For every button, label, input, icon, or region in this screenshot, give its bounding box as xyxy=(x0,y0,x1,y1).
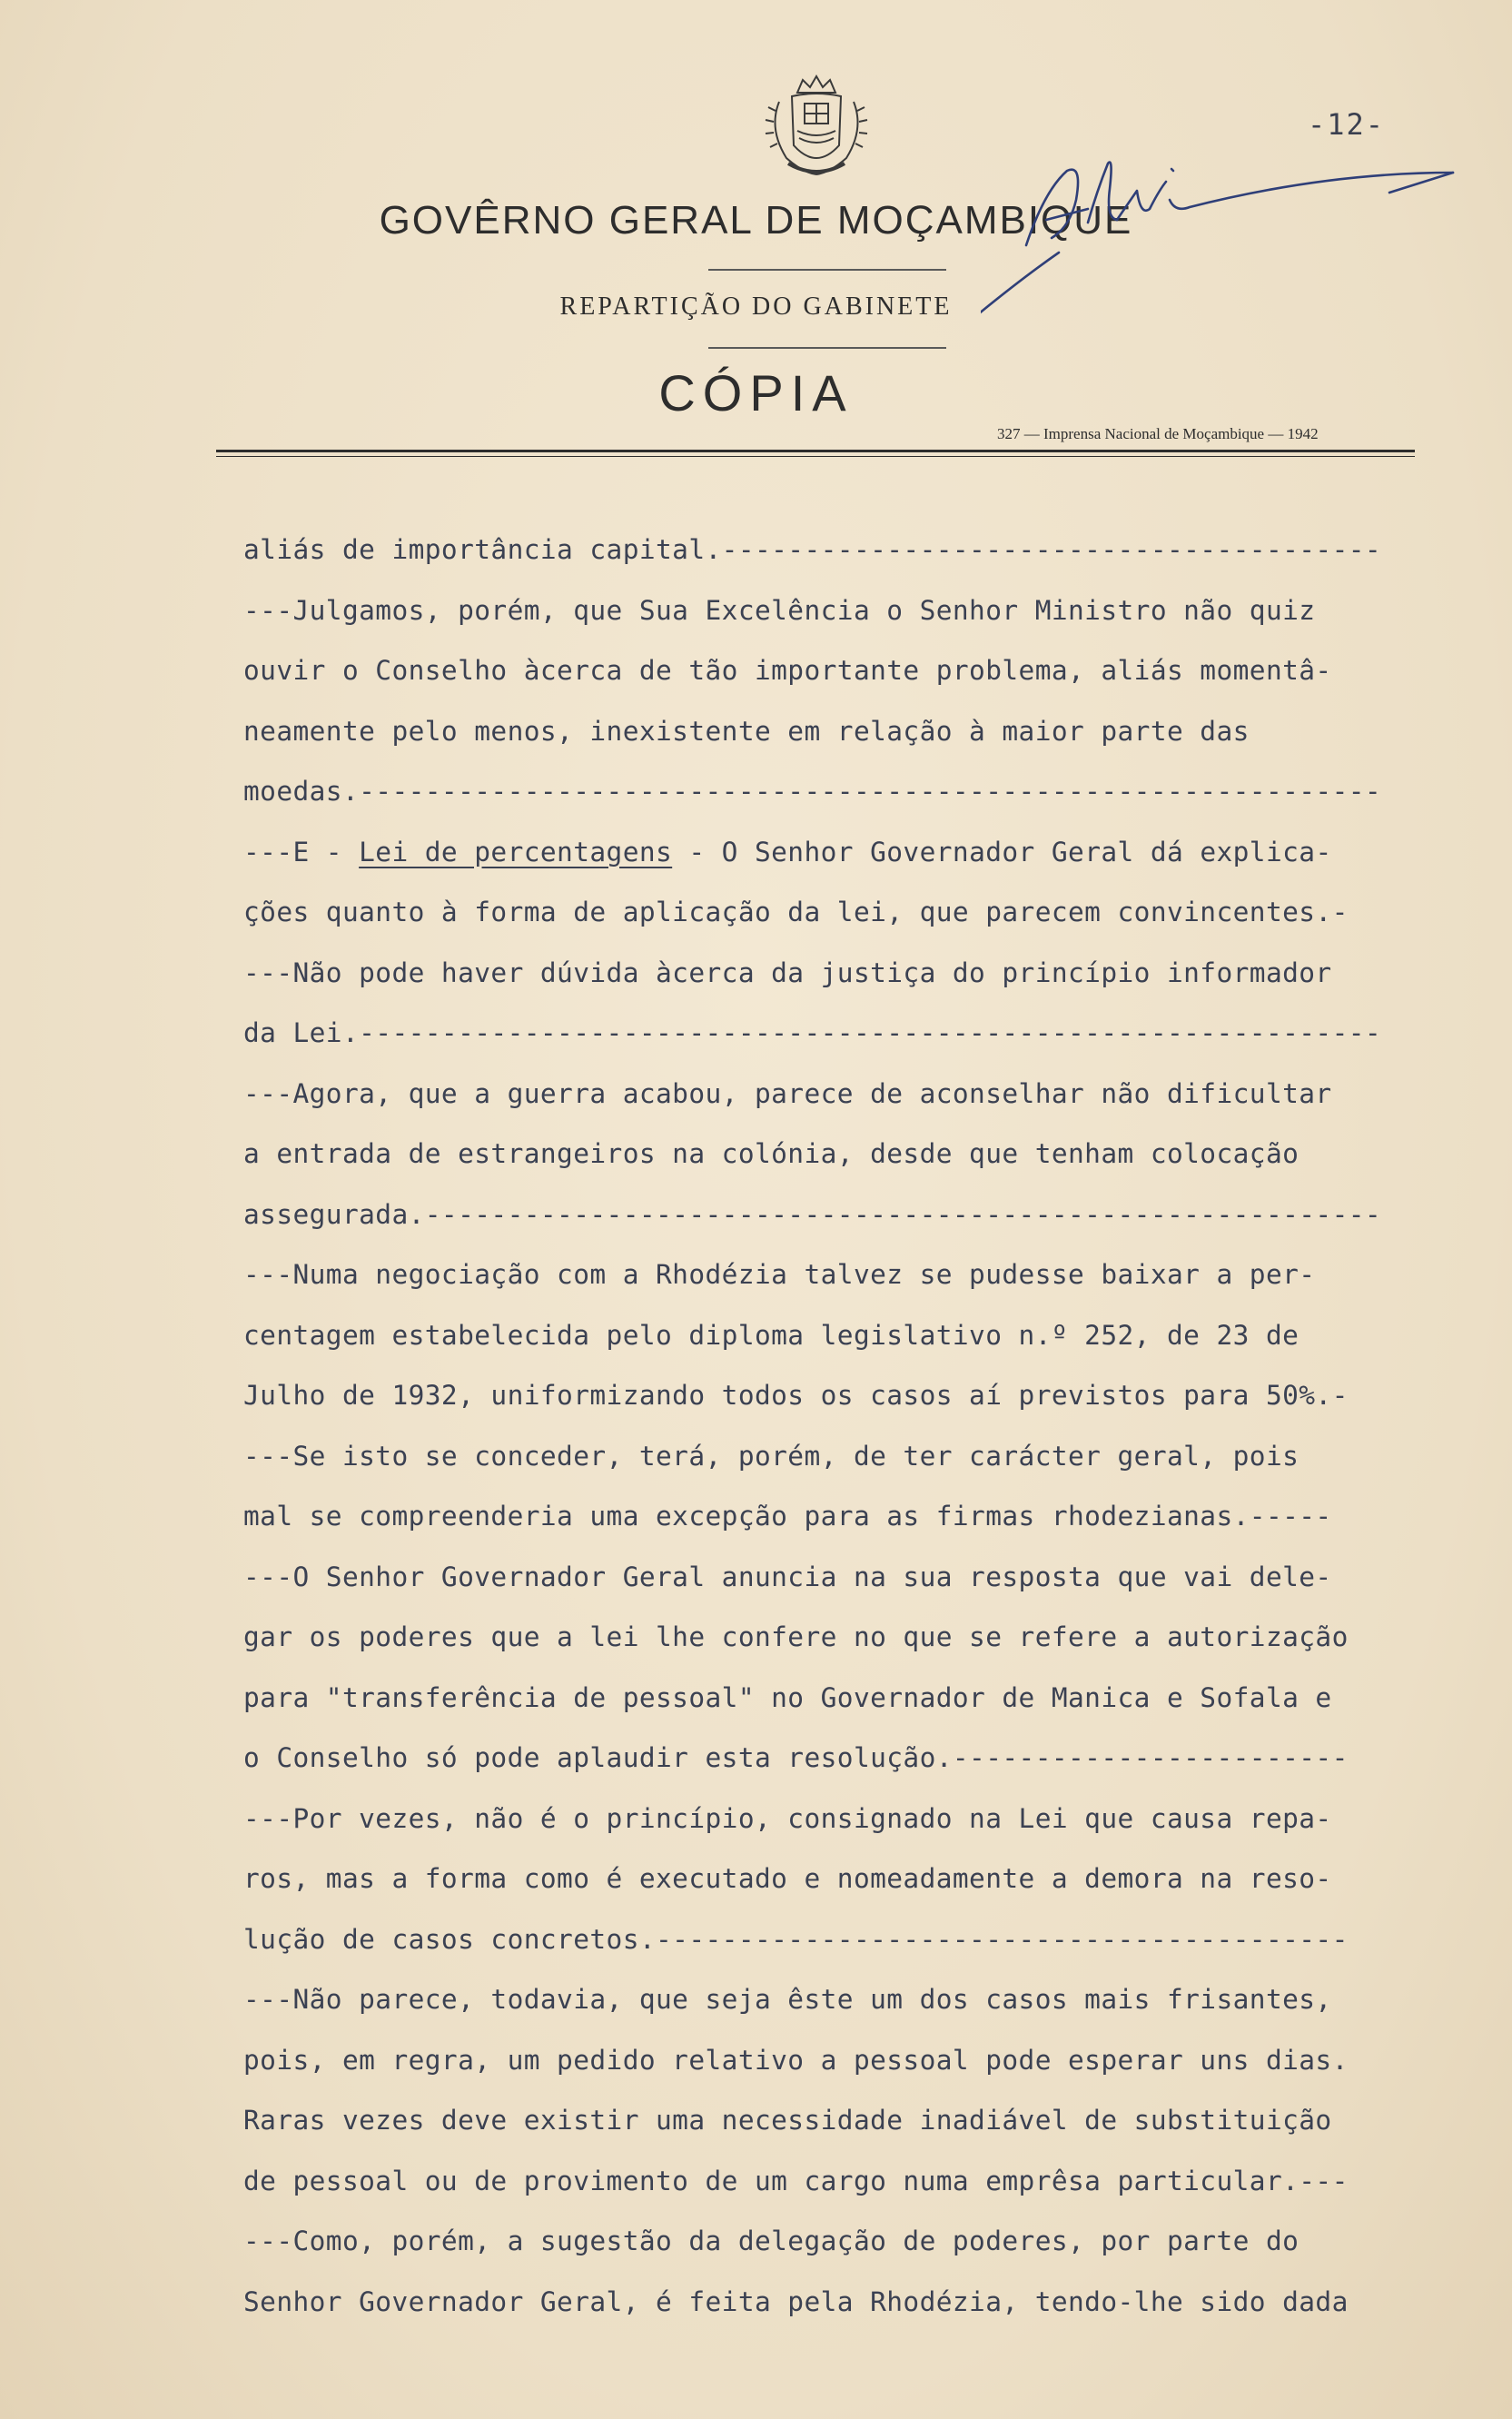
text-line: ções quanto à forma de aplicação da lei, que parecem convincentes.- xyxy=(243,897,1349,927)
text-line: Raras vezes deve existir uma necessidade inadiável de substituição xyxy=(243,2105,1332,2136)
department-name: REPARTIÇÃO DO GABINETE xyxy=(559,292,953,321)
text-line: ouvir o Conselho àcerca de tão importante problema, aliás momentâ- xyxy=(243,655,1332,686)
page-number: -12- xyxy=(1308,107,1386,142)
department-divider xyxy=(708,347,946,349)
text-line: ros, mas a forma como é executado e nomeadamente a demora na reso- xyxy=(243,1863,1332,1894)
text-line: mal se compreenderia uma excepção para as firmas rhodezianas.----- xyxy=(243,1501,1332,1532)
text-line-suffix: - O Senhor Governador Geral dá explica- xyxy=(672,836,1332,867)
text-line: ---Como, porém, a sugestão da delegação de poderes, por parte do xyxy=(243,2226,1300,2256)
text-line: ---Julgamos, porém, que Sua Excelência o Senhor Ministro não quiz xyxy=(243,594,1316,626)
text-line: da Lei.-------------------------------------------------------------- xyxy=(243,1017,1382,1048)
body-text xyxy=(243,520,1451,2332)
text-line: para "transferência de pessoal" no Governador de Manica e Sofala e xyxy=(243,1681,1332,1713)
law-title-underlined: Lei de percentagens xyxy=(359,836,673,867)
text-line: Julho de 1932, uniformizando todos os casos aí previstos para 50%.- xyxy=(243,1380,1349,1411)
document-type: CÓPIA xyxy=(658,364,854,421)
header-rule-bottom xyxy=(216,456,1415,457)
signature-mark xyxy=(981,136,1489,345)
text-line-law-heading xyxy=(243,822,1451,883)
text-line: assegurada.---------------------------------------------------------- xyxy=(243,1198,1382,1230)
text-line: a entrada de estrangeiros na colónia, desde que tenham colocação xyxy=(243,1138,1300,1169)
text-line: neamente pelo menos, inexistente em relação à maior parte das xyxy=(243,715,1250,747)
text-line: ---O Senhor Governador Geral anuncia na sua resposta que vai dele- xyxy=(243,1561,1332,1592)
text-line: ---Por vezes, não é o princípio, consignado na Lei que causa repa- xyxy=(243,1802,1332,1834)
text-line-prefix: ---E - xyxy=(243,836,360,867)
government-title: GOVÊRNO GERAL DE MOÇAMBIQUE xyxy=(379,198,1133,243)
text-line: pois, em regra, um pedido relativo a pessoal pode esperar uns dias. xyxy=(243,2044,1349,2076)
text-line: gar os poderes que a lei lhe confere no que se refere a autorização xyxy=(243,1621,1349,1652)
header-rule-top xyxy=(216,450,1415,452)
text-line: ---Se isto se conceder, terá, porém, de ter carácter geral, pois xyxy=(243,1440,1300,1472)
coat-of-arms-icon xyxy=(761,74,872,183)
text-line: ---Agora, que a guerra acabou, parece de aconselhar não dificultar xyxy=(243,1077,1332,1109)
text-line: moedas.-------------------------------------------------------------- xyxy=(243,776,1382,807)
text-line: aliás de importância capital.---------------------------------------- xyxy=(243,534,1382,565)
text-line: o Conselho só pode aplaudir esta resolução.------------------------ xyxy=(243,1742,1349,1773)
text-line: centagem estabelecida pelo diploma legislativo n.º 252, de 23 de xyxy=(243,1319,1300,1351)
text-line: ---Não pode haver dúvida àcerca da justiça do princípio informador xyxy=(243,957,1332,988)
text-line: lução de casos concretos.------------------------------------------ xyxy=(243,1923,1349,1955)
text-line: ---Numa negociação com a Rhodézia talvez se pudesse baixar a per- xyxy=(243,1259,1316,1290)
text-line: de pessoal ou de provimento de um cargo numa emprêsa particular.--- xyxy=(243,2165,1349,2196)
text-line: Senhor Governador Geral, é feita pela Rhodézia, tendo-lhe sido dada xyxy=(243,2285,1349,2317)
text-line: ---Não parece, todavia, que seja êste um dos casos mais frisantes, xyxy=(243,1984,1332,2015)
imprint-line: 327 — Imprensa Nacional de Moçambique — 1942 xyxy=(997,425,1319,442)
title-divider xyxy=(708,269,946,271)
